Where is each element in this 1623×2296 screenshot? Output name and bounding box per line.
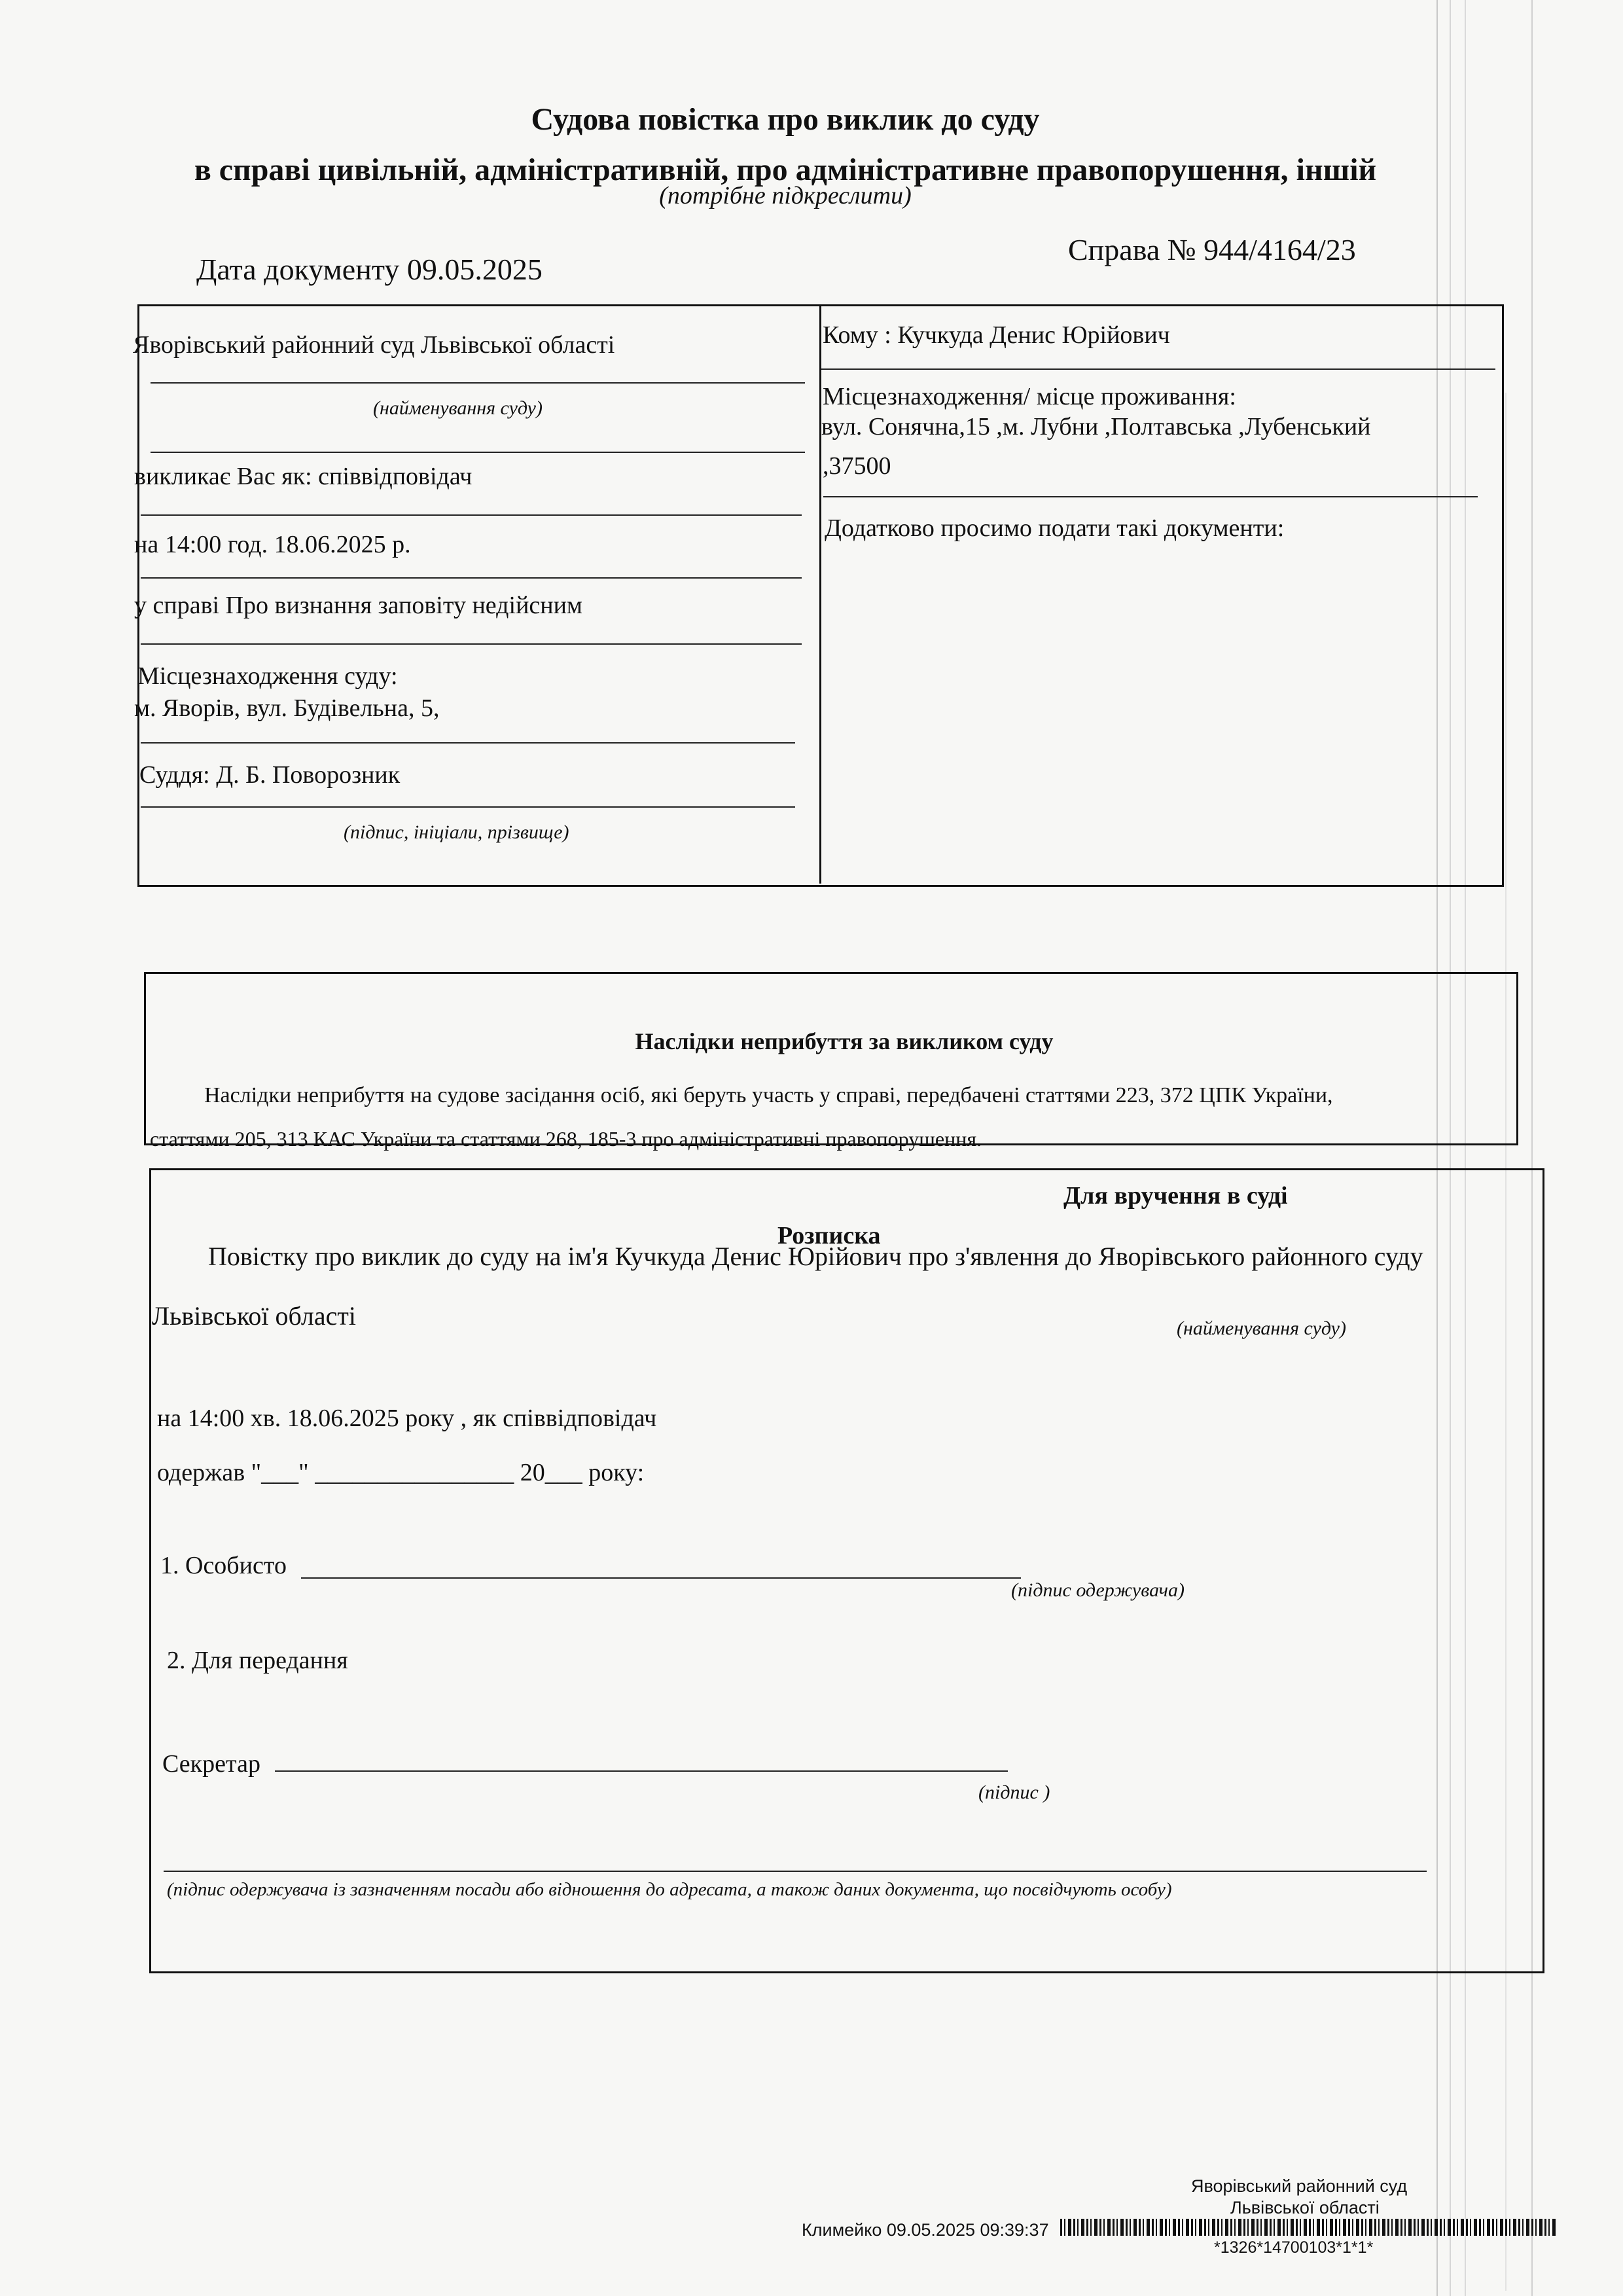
- secretary-label: Секретар: [162, 1750, 260, 1778]
- personal-delivery-label: 1. Особисто: [160, 1552, 287, 1579]
- document-date: Дата документу 09.05.2025: [196, 253, 543, 286]
- case-number: Справа № 944/4164/23: [1068, 233, 1356, 266]
- court-name-caption: (найменування суду): [373, 397, 543, 419]
- summoned-role: викликає Вас як: співвідповідач: [134, 463, 473, 490]
- barcode-text: *1326*14700103*1*1*: [1214, 2238, 1374, 2257]
- court-name: Яворівський районний суд Львівської області: [133, 331, 615, 359]
- judge-name: Суддя: Д. Б. Поворозник: [139, 761, 401, 789]
- stamp-court-line2: Львівської області: [1230, 2198, 1380, 2217]
- consequences-text-line2: статтями 205, 313 КАС України та статтями 268, 185-3 про адміністративні правопорушення.: [150, 1127, 982, 1151]
- judge-caption: (підпис, ініціали, прізвище): [344, 821, 569, 843]
- underline: [141, 643, 802, 645]
- court-location-label: Місцезнаходження суду:: [137, 662, 398, 690]
- barcode-icon: [1060, 2219, 1558, 2236]
- receipt-box: [149, 1168, 1544, 1973]
- hearing-time: на 14:00 год. 18.06.2025 р.: [134, 531, 411, 558]
- case-subject: у справі Про визнання заповіту недійсним: [134, 592, 582, 619]
- consequences-title: Наслідки неприбуття за викликом суду: [635, 1028, 1054, 1054]
- recipient-signature-line[interactable]: [164, 1871, 1427, 1872]
- underline: [151, 452, 805, 453]
- underline: [151, 382, 805, 384]
- recipient-address-label: Місцезнаходження/ місце проживання:: [823, 383, 1236, 410]
- transfer-delivery-label: 2. Для передання: [167, 1647, 348, 1674]
- recipient-address-line1: вул. Сонячна,15 ,м. Лубни ,Полтавська ,Лубенський: [821, 413, 1371, 440]
- recipient: Кому : Кучкуда Денис Юрійович: [823, 321, 1170, 349]
- receipt-court-caption: (найменування суду): [1177, 1318, 1346, 1339]
- court-location-value: м. Яворів, вул. Будівельна, 5,: [134, 694, 440, 722]
- document-subtitle: в справі цивільній, адміністративній, про адміністративне правопорушення, іншій: [194, 152, 1377, 187]
- consequences-box: [144, 972, 1518, 1145]
- for-court-delivery: Для вручення в суді: [1063, 1182, 1288, 1210]
- underline: [823, 496, 1478, 497]
- stamp-user-time: Климейко 09.05.2025 09:39:37: [802, 2220, 1049, 2240]
- underline: [821, 368, 1495, 370]
- received-date-line: одержав "___" ________________ 20___ року:: [157, 1459, 645, 1486]
- recipient-signature-caption: (підпис одержувача із зазначенням посади або відношення до адресата, а також даних документа, що посвідчують особу): [167, 1879, 1172, 1900]
- receipt-hearing-time: на 14:00 хв. 18.06.2025 року , як співвідповідач: [157, 1405, 657, 1432]
- secretary-signature-caption: (підпис ): [978, 1782, 1050, 1803]
- receipt-title: Розписка: [777, 1222, 881, 1249]
- consequences-text-line1: Наслідки неприбуття на судове засідання осіб, які беруть участь у справі, передбачені статтями 223, 372 ЦПК України,: [204, 1083, 1333, 1107]
- recipient-address-line2: ,37500: [823, 452, 891, 480]
- additional-documents-label: Додатково просимо подати такі документи:: [825, 514, 1285, 542]
- document-title: Судова повістка про виклик до суду: [531, 102, 1040, 137]
- underline: [141, 742, 795, 744]
- personal-signature-line[interactable]: [301, 1577, 1021, 1579]
- underline: [141, 806, 795, 808]
- underline: [141, 577, 802, 579]
- secretary-signature-line[interactable]: [275, 1770, 1008, 1772]
- receipt-text-line2: Львівської області: [152, 1301, 356, 1331]
- stamp-court-line1: Яворівський районний суд: [1191, 2176, 1408, 2196]
- summons-divider: [819, 304, 821, 884]
- underline: [141, 514, 802, 516]
- underline-hint: (потрібне підкреслити): [659, 182, 912, 209]
- personal-signature-caption: (підпис одержувача): [1011, 1579, 1185, 1601]
- receipt-text-line1: Повістку про виклик до суду на ім'я Кучкуда Денис Юрійович про з'явлення до Яворівського районного суду: [208, 1242, 1423, 1271]
